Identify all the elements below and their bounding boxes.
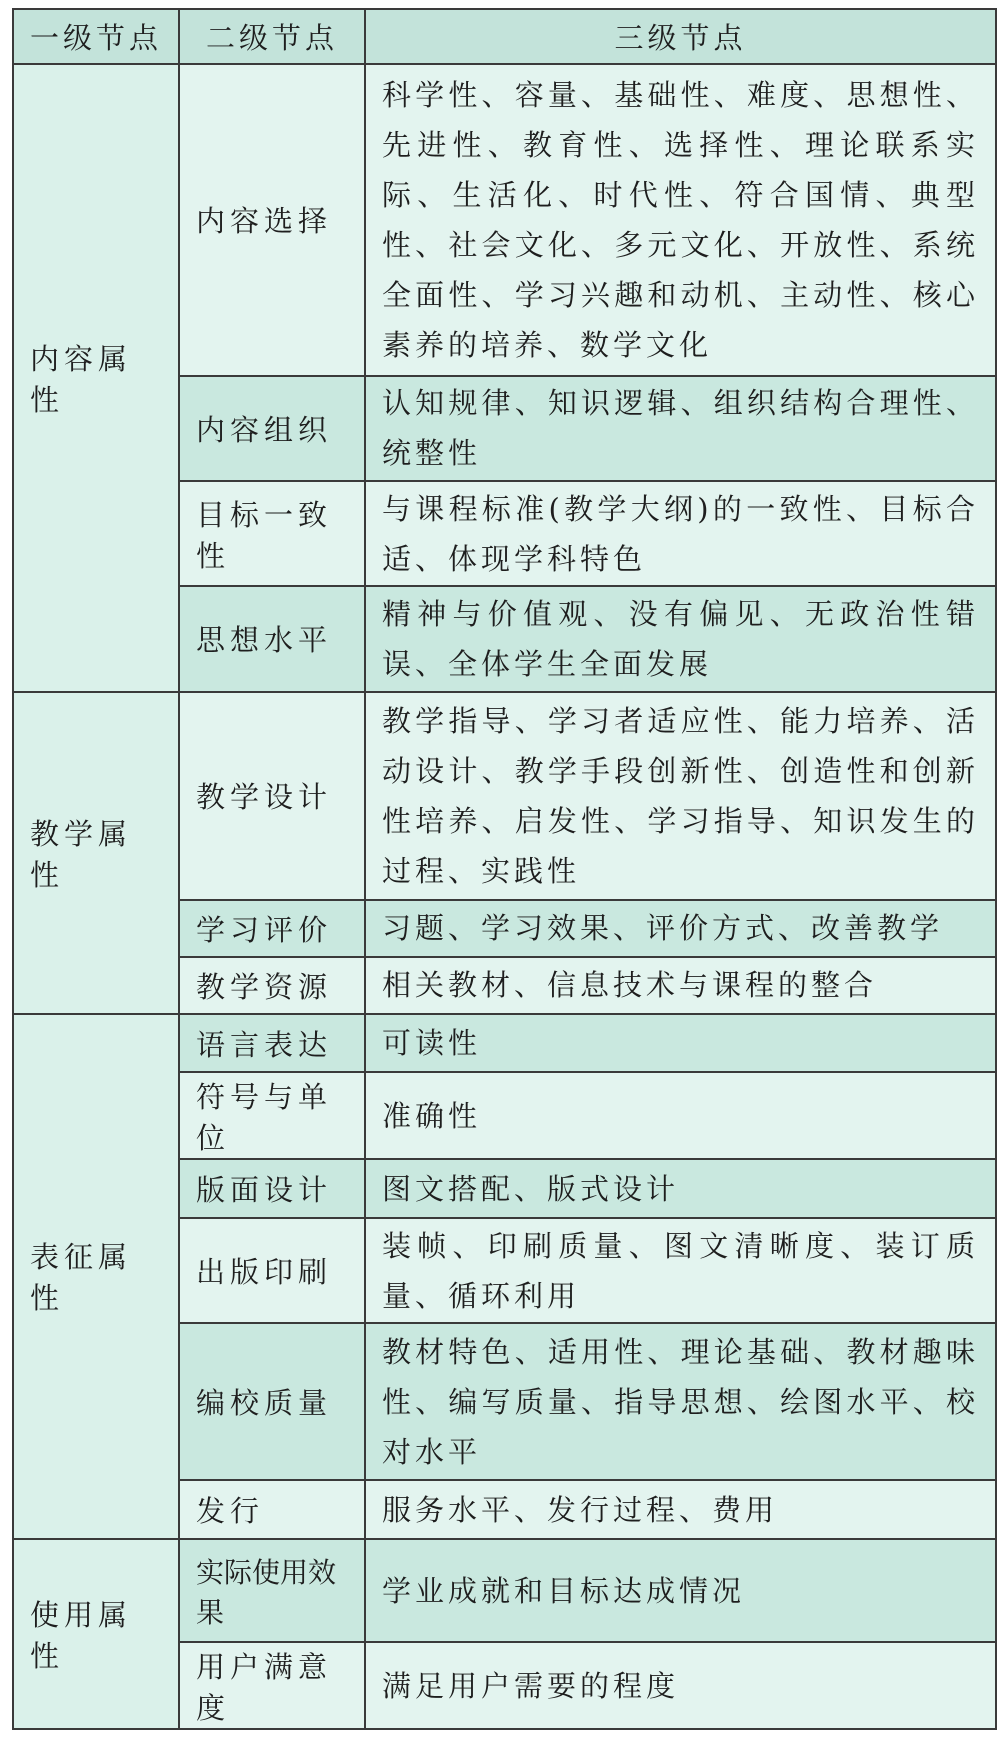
level2-cell: 符号与单位 (179, 1072, 365, 1159)
level2-cell: 内容选择 (179, 64, 365, 376)
level2-cell: 实际使用效果 (179, 1539, 365, 1642)
level3-cell: 相关教材、信息技术与课程的整合 (365, 957, 996, 1014)
level2-cell: 版面设计 (179, 1159, 365, 1218)
level3-cell: 认知规律、知识逻辑、组织结构合理性、统整性 (365, 376, 996, 481)
level2-cell: 内容组织 (179, 376, 365, 481)
level3-cell: 图文搭配、版式设计 (365, 1159, 996, 1218)
level2-cell: 学习评价 (179, 900, 365, 957)
table-row (13, 692, 996, 901)
group-label-teaching: 教学属性 (13, 692, 179, 1014)
level3-cell: 准确性 (365, 1072, 996, 1159)
table-row (13, 64, 996, 376)
level2-cell: 思想水平 (179, 586, 365, 691)
level3-cell: 习题、学习效果、评价方式、改善教学 (365, 900, 996, 957)
level3-cell: 学业成就和目标达成情况 (365, 1539, 996, 1642)
level3-cell: 满足用户需要的程度 (365, 1642, 996, 1729)
level3-cell: 服务水平、发行过程、费用 (365, 1480, 996, 1539)
textbook-attribute-table (12, 8, 997, 1730)
level3-cell: 科学性、容量、基础性、难度、思想性、先进性、教育性、选择性、理论联系实际、生活化、时代性、符合国情、典型性、社会文化、多元文化、开放性、系统全面性、学习兴趣和动机、主动性、核心素养的培养、数学文化 (365, 64, 996, 376)
level2-cell: 出版印刷 (179, 1218, 365, 1323)
header-level2: 二级节点 (179, 9, 365, 64)
level2-cell: 语言表达 (179, 1014, 365, 1073)
header-level1: 一级节点 (13, 9, 179, 64)
level3-cell: 教材特色、适用性、理论基础、教材趣味性、编写质量、指导思想、绘图水平、校对水平 (365, 1323, 996, 1480)
level2-cell: 发行 (179, 1480, 365, 1539)
group-label-content: 内容属性 (13, 64, 179, 692)
level2-cell: 编校质量 (179, 1323, 365, 1480)
level3-cell: 装帧、印刷质量、图文清晰度、装订质量、循环利用 (365, 1218, 996, 1323)
level2-cell: 目标一致性 (179, 481, 365, 586)
level2-cell: 教学资源 (179, 957, 365, 1014)
level3-cell: 与课程标准(教学大纲)的一致性、目标合适、体现学科特色 (365, 481, 996, 586)
group-label-usage: 使用属性 (13, 1539, 179, 1729)
level3-cell: 教学指导、学习者适应性、能力培养、活动设计、教学手段创新性、创造性和创新性培养、启发性、学习指导、知识发生的过程、实践性 (365, 692, 996, 901)
level3-cell: 精神与价值观、没有偏见、无政治性错误、全体学生全面发展 (365, 586, 996, 691)
table-row (13, 1014, 996, 1073)
table-row (13, 1539, 996, 1642)
level2-cell: 教学设计 (179, 692, 365, 901)
level2-cell: 用户满意度 (179, 1642, 365, 1729)
group-label-representation: 表征属性 (13, 1014, 179, 1539)
header-row (13, 9, 996, 64)
header-level3: 三级节点 (365, 9, 996, 64)
level3-cell: 可读性 (365, 1014, 996, 1073)
